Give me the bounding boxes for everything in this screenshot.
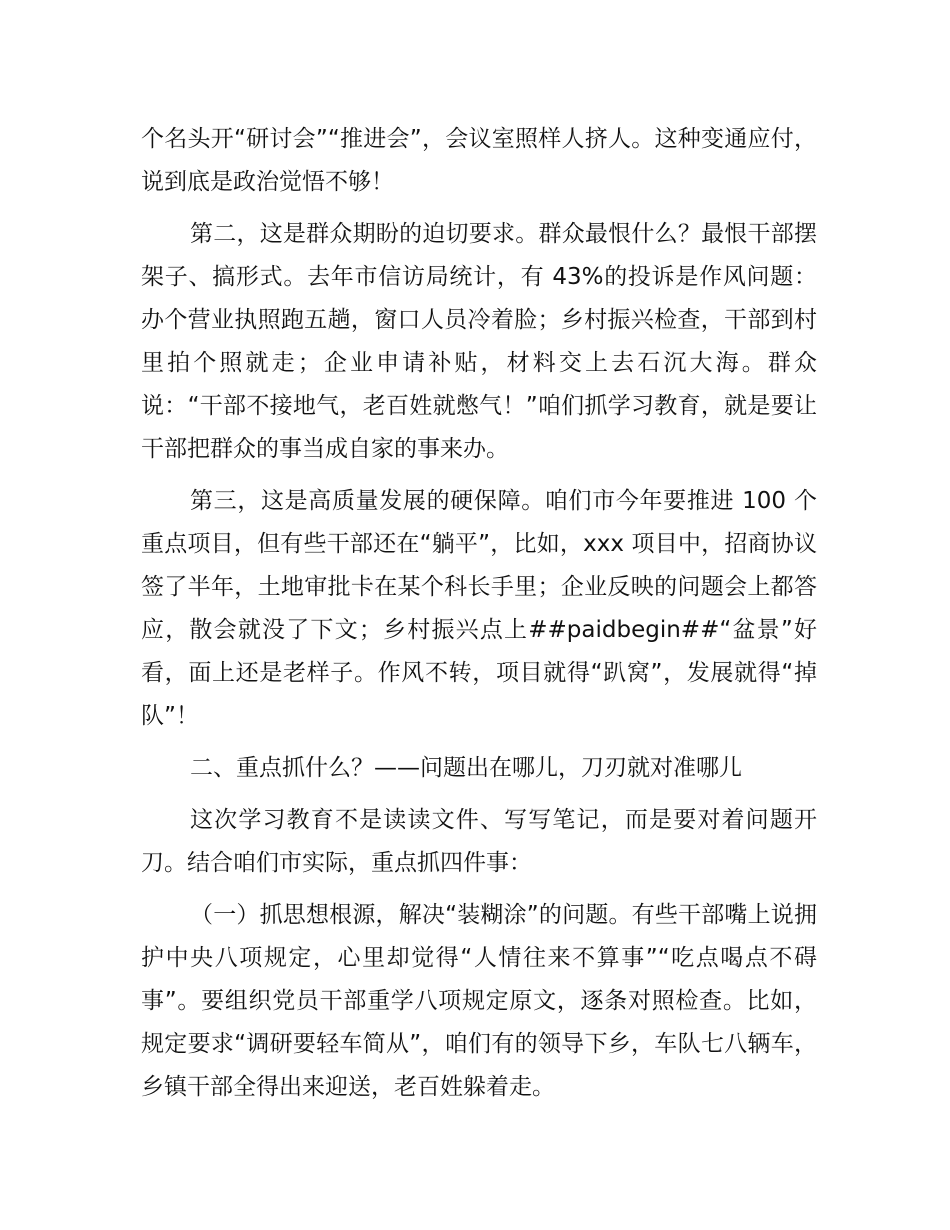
paragraph-third-reason: 第三，这是高质量发展的硬保障。咱们市今年要推进 100 个重点项目，但有些干部还在“躺平”，比如，xxx 项目中，招商协议签了半年，土地审批卡在某个科长手里；企业反映的问题会上都答应，散会就没了下文；乡村振兴点上##paidbegin##“盆景”好看，面上还是老样子。作风不转，项目就得“趴窝”，发展就得“掉队”！ xyxy=(141,488,817,729)
section-heading: 二、重点抓什么？——问题出在哪儿，刀刃就对准哪儿 xyxy=(190,755,742,781)
paragraph-second-reason: 第二，这是群众期盼的迫切要求。群众最恨什么？最恨干部摆架子、搞形式。去年市信访局统计，有 43%的投诉是作风问题：办个营业执照跑五趟，窗口人员冷着脸；乡村振兴检查，干部到村里拍个照就走；企业申请补贴，材料交上去石沉大海。群众说：“干部不接地气，老百姓就憋气！”咱们抓学习教育，就是要让干部把群众的事当成自家的事来办。 xyxy=(141,221,817,462)
paragraph-focus-one: （一）抓思想根源，解决“装糊涂”的问题。有些干部嘴上说拥护中央八项规定，心里却觉得“人情往来不算事”“吃点喝点不碍事”。要组织党员干部重学八项规定原文，逐条对照检查。比如，规定要求“调研要轻车简从”，咱们有的领导下乡，车队七八辆车，乡镇干部全得出来迎送，老百姓躲着走。 xyxy=(141,902,817,1100)
document-body xyxy=(141,118,817,1109)
paragraph-intro-focus: 这次学习教育不是读读文件、写写笔记，而是要对着问题开刀。结合咱们市实际，重点抓四件事： xyxy=(141,807,817,876)
paragraph-continuation: 个名头开“研讨会”“推进会”，会议室照样人挤人。这种变通应付，说到底是政治觉悟不够！ xyxy=(141,126,817,195)
